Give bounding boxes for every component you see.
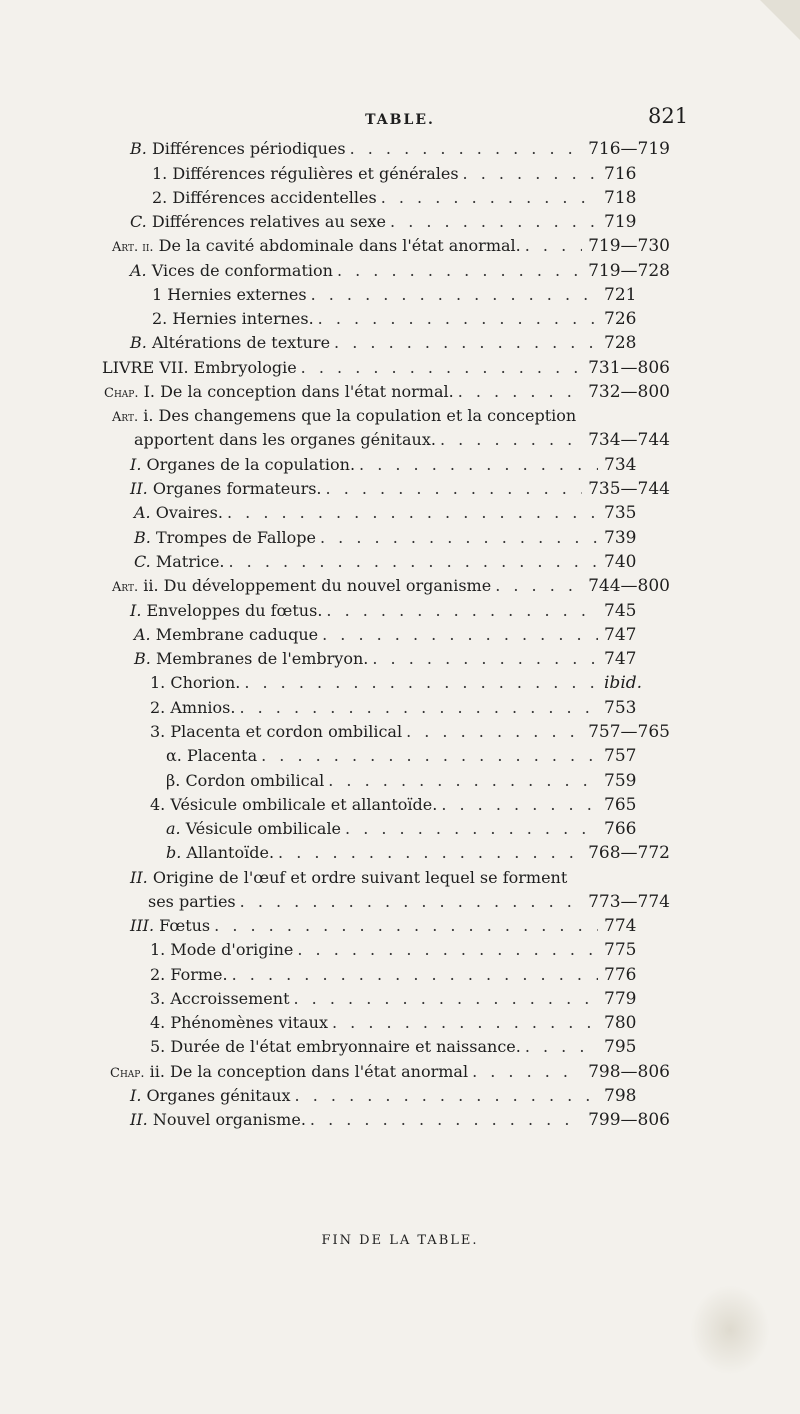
toc-entry-text: Cordon ombilical — [185, 771, 325, 790]
toc-entry-label — [130, 1085, 291, 1107]
dot-leader — [326, 600, 598, 622]
toc-entry-prefix: A. — [134, 625, 151, 644]
dot-leader — [495, 575, 582, 597]
dot-leader — [320, 527, 598, 549]
toc-entry-text: Organes génitaux — [146, 1086, 291, 1105]
toc-entry-text: Hernies internes. — [172, 309, 314, 328]
toc-entry-page: 721 — [604, 285, 637, 305]
toc-entry-label — [104, 381, 454, 405]
toc-entry-page: 744—800 — [588, 576, 670, 596]
toc-entry — [166, 842, 670, 864]
toc-entry — [134, 502, 670, 524]
toc-entry-prefix: 2. — [152, 188, 168, 207]
toc-entry-text: ses parties — [148, 892, 236, 911]
dot-leader — [311, 284, 598, 306]
dot-leader — [463, 163, 598, 185]
toc-entry — [150, 697, 670, 719]
dot-leader — [440, 429, 582, 451]
toc-entry-text: Membranes de l'embryon. — [155, 649, 369, 668]
toc-entry-prefix: B. — [130, 333, 147, 352]
toc-entry-label — [134, 648, 368, 670]
dot-leader — [297, 939, 598, 961]
toc-entry-text: I. De la conception dans l'état normal. — [143, 382, 454, 401]
toc-entry-label — [112, 405, 576, 429]
dot-leader — [244, 672, 598, 694]
toc-entry-label — [134, 624, 318, 646]
toc-entry-text: Forme. — [170, 965, 228, 984]
toc-entry-prefix: B. — [134, 649, 151, 668]
toc-entry — [166, 770, 670, 792]
toc-entry-text: apportent dans les organes génitaux. — [134, 430, 436, 449]
toc-entry-label — [150, 964, 228, 986]
toc-entry-page: 766 — [604, 819, 637, 839]
toc-entry — [110, 1061, 670, 1085]
toc-entry-label — [150, 1036, 521, 1058]
page-number: 821 — [648, 104, 689, 128]
toc-entry-label — [152, 284, 307, 306]
toc-entry-prefix: II. — [130, 479, 148, 498]
toc-entry — [152, 187, 670, 209]
dot-leader — [458, 381, 582, 403]
dot-leader — [390, 211, 598, 233]
toc-entry-label — [130, 454, 355, 476]
toc-entry-page: 759 — [604, 771, 637, 791]
toc-entry-prefix: I. — [130, 601, 142, 620]
toc-entry-label — [152, 163, 459, 185]
toc-entry — [130, 478, 670, 500]
toc-entry-prefix: β. — [166, 771, 181, 790]
toc-entry — [104, 381, 670, 405]
toc-entry-page: 775 — [604, 940, 637, 960]
end-of-table-note: FIN DE LA TABLE. — [321, 1233, 479, 1248]
toc-entry-label — [150, 939, 293, 961]
toc-entry-label — [166, 818, 341, 840]
toc-entry-prefix: b. — [166, 843, 182, 862]
dot-leader — [229, 551, 599, 573]
toc-entry-label — [134, 527, 316, 549]
toc-entry-prefix: 4. — [150, 1013, 166, 1032]
toc-entry-text: Organes de la copulation. — [146, 455, 356, 474]
toc-entry-label — [134, 429, 436, 451]
toc-entry-text: Origine de l'œuf et ordre suivant lequel se forment — [152, 868, 568, 887]
dot-leader — [359, 454, 598, 476]
toc-entry-page: 747 — [604, 625, 637, 645]
toc-entry-prefix: A. — [134, 503, 151, 522]
dot-leader — [350, 138, 583, 160]
toc-entry — [166, 818, 670, 840]
toc-entry-page: 719 — [604, 212, 637, 232]
toc-entry — [102, 357, 670, 379]
toc-entry — [130, 211, 670, 233]
toc-entry-page: 719—728 — [588, 261, 670, 281]
toc-entry-label — [150, 672, 240, 694]
toc-entry-label — [166, 745, 257, 767]
toc-entry — [130, 138, 670, 160]
toc-entry-label — [130, 332, 330, 354]
toc-entry-prefix: 3. — [150, 722, 166, 741]
toc-entry-prefix: 1. — [152, 164, 168, 183]
toc-entry-page: 779 — [604, 989, 637, 1009]
toc-entry-page: 774 — [604, 916, 637, 936]
dot-leader — [441, 794, 598, 816]
toc-entry-text: Différences relatives au sexe — [151, 212, 387, 231]
toc-entry-page: 795 — [604, 1037, 637, 1057]
toc-entry-prefix: C. — [134, 552, 151, 571]
toc-entry-page: 739 — [604, 528, 637, 548]
toc-entry — [150, 964, 670, 986]
dot-leader — [372, 648, 598, 670]
toc-entry-label — [130, 915, 210, 937]
toc-entry-page: 716—719 — [588, 139, 670, 159]
toc-entry-label — [150, 697, 235, 719]
toc-entry-page: 728 — [604, 333, 637, 353]
toc-entry-label — [152, 187, 377, 209]
toc-entry-prefix: α. — [166, 746, 182, 765]
dot-leader — [294, 988, 599, 1010]
toc-entry-text: Enveloppes du fœtus. — [146, 601, 323, 620]
toc-entry-text: ii. De la conception dans l'état anormal — [149, 1062, 469, 1081]
toc-entry-text: Fœtus — [159, 916, 211, 935]
dot-leader — [295, 1085, 598, 1107]
toc-entry-page: 747 — [604, 649, 637, 669]
toc-entry-text: Vésicule ombilicale et allantoïde. — [170, 795, 438, 814]
toc-entry-page: 734 — [604, 455, 637, 475]
page-corner-fold — [760, 0, 800, 40]
toc-entry-page: 765 — [604, 795, 637, 815]
toc-entry-prefix: a. — [166, 819, 181, 838]
toc-entry — [112, 575, 670, 599]
toc-entry-page: ibid. — [604, 673, 643, 693]
toc-entry-page: 799—806 — [588, 1110, 670, 1130]
toc-entry-text: Différences régulières et générales — [172, 164, 459, 183]
toc-entry-label — [130, 211, 386, 233]
dot-leader — [240, 891, 582, 913]
toc-entry — [150, 939, 670, 961]
dot-leader — [227, 502, 598, 524]
dot-leader — [328, 770, 598, 792]
toc-entry-prefix: 2. — [152, 309, 168, 328]
toc-entry-label — [112, 235, 521, 259]
toc-entry-prefix: B. — [134, 528, 151, 547]
toc-entry-prefix: A. — [130, 261, 147, 280]
toc-entry-label — [134, 551, 225, 573]
toc-entry — [130, 867, 670, 889]
toc-entry — [130, 454, 670, 476]
toc-entry-label — [130, 867, 567, 889]
toc-entry-label — [130, 138, 346, 160]
dot-leader — [525, 1036, 598, 1058]
toc-entry-page: 798 — [604, 1086, 637, 1106]
toc-entry-label — [130, 478, 322, 500]
toc-entry-page: 731—806 — [588, 358, 670, 378]
toc-entry-text: Mode d'origine — [170, 940, 294, 959]
toc-entry-prefix: III. — [130, 916, 155, 935]
toc-entry-text: Phénomènes vitaux — [170, 1013, 328, 1032]
toc-entry-page: 734—744 — [588, 430, 670, 450]
toc-entry — [150, 1036, 670, 1058]
toc-entry-label — [130, 260, 333, 282]
toc-entry — [130, 915, 670, 937]
toc-entry — [166, 745, 670, 767]
dot-leader — [278, 842, 582, 864]
toc-entry-label — [130, 600, 322, 622]
toc-entry-prefix: 2. — [150, 698, 166, 717]
toc-entry-page: 716 — [604, 164, 637, 184]
toc-entry-text: Ovaires. — [155, 503, 223, 522]
toc-entry — [112, 405, 670, 429]
toc-entry-prefix: Art. ii. — [112, 240, 154, 255]
toc-entry-page: 776 — [604, 965, 637, 985]
toc-entry — [130, 332, 670, 354]
toc-entry-text: i. Des changemens que la copulation et la conception — [143, 406, 577, 425]
dot-leader — [322, 624, 598, 646]
toc-entry-page: 726 — [604, 309, 637, 329]
toc-entry — [150, 721, 670, 743]
toc-entry-text: Placenta — [186, 746, 258, 765]
toc-entry-text: Placenta et cordon ombilical — [170, 722, 403, 741]
toc-entry — [152, 308, 670, 330]
toc-entry-prefix: I. — [130, 1086, 142, 1105]
dot-leader — [261, 745, 598, 767]
toc-entry-prefix: 3. — [150, 989, 166, 1008]
toc-entry-text: Durée de l'état embryonnaire et naissance. — [170, 1037, 521, 1056]
toc-entry-prefix: 1 — [152, 285, 163, 304]
toc-entry — [150, 794, 670, 816]
toc-entry-page: 735—744 — [588, 479, 670, 499]
toc-entry — [134, 551, 670, 573]
toc-entry-text: Trompes de Fallope — [155, 528, 316, 547]
toc-entry-prefix: 4. — [150, 795, 166, 814]
dot-leader — [525, 235, 582, 257]
toc-entry — [150, 1012, 670, 1034]
toc-entry-page: 718 — [604, 188, 637, 208]
toc-entry-text: Accroissement — [170, 989, 290, 1008]
toc-entry — [134, 527, 670, 549]
toc-entry — [150, 672, 670, 694]
toc-entry-text: Hernies externes — [167, 285, 307, 304]
toc-entry-prefix: B. — [130, 139, 147, 158]
dot-leader — [301, 357, 582, 379]
toc-entry — [112, 235, 670, 259]
toc-entry — [152, 284, 670, 306]
dot-leader — [334, 332, 598, 354]
toc-entry-page: 798—806 — [588, 1062, 670, 1082]
running-title: TABLE. — [365, 112, 435, 128]
toc-entry-text: ii. Du développement du nouvel organisme — [143, 576, 492, 595]
toc-entry-label — [130, 1109, 306, 1131]
toc-entry — [130, 1109, 670, 1131]
toc-entry-prefix: Art. — [112, 580, 139, 595]
toc-entry-label — [134, 502, 223, 524]
toc-entry-label — [166, 842, 274, 864]
toc-entry-text: Organes formateurs. — [152, 479, 322, 498]
toc-entry-text: Nouvel organisme. — [152, 1110, 306, 1129]
toc-entry-text: Altérations de texture — [151, 333, 331, 352]
toc-entry — [152, 163, 670, 185]
dot-leader — [326, 478, 583, 500]
toc-entry-prefix: 2. — [150, 965, 166, 984]
toc-entry-page: 732—800 — [588, 382, 670, 402]
dot-leader — [381, 187, 598, 209]
toc-entry-text: LIVRE VII. Embryologie — [102, 358, 297, 377]
toc-entry-prefix: Chap. — [110, 1066, 145, 1081]
toc-entry-label — [150, 794, 437, 816]
toc-entry-text: Chorion. — [170, 673, 241, 692]
toc-entry — [148, 891, 670, 913]
toc-entry-text: Matrice. — [155, 552, 225, 571]
toc-entry-page: 719—730 — [588, 236, 670, 256]
toc-entry-label — [152, 308, 314, 330]
dot-leader — [472, 1061, 582, 1083]
paper-stain — [690, 1285, 770, 1375]
toc-entry-prefix: Art. — [112, 410, 139, 425]
toc-entry-text: Vices de conformation — [151, 261, 333, 280]
toc-entry — [134, 624, 670, 646]
toc-entry — [130, 1085, 670, 1107]
toc-entry-prefix: II. — [130, 868, 148, 887]
toc-entry-page: 740 — [604, 552, 637, 572]
toc-entry-text: Membrane caduque — [155, 625, 319, 644]
toc-entry-text: Différences accidentelles — [172, 188, 377, 207]
toc-entry-text: Différences périodiques — [151, 139, 346, 158]
toc-entry-prefix: 1. — [150, 673, 166, 692]
toc-entry-label — [150, 988, 290, 1010]
toc-entry-text: Amnios. — [170, 698, 236, 717]
dot-leader — [318, 308, 598, 330]
toc-entry-text: Allantoïde. — [186, 843, 275, 862]
toc-entry-page: 757 — [604, 746, 637, 766]
toc-entry-label — [112, 575, 491, 599]
toc-entry-label — [148, 891, 236, 913]
toc-entry-page: 768—772 — [588, 843, 670, 863]
toc-entry-label — [150, 721, 402, 743]
toc-entry-page: 735 — [604, 503, 637, 523]
toc-entry-page: 745 — [604, 601, 637, 621]
dot-leader — [232, 964, 598, 986]
toc-entry-prefix: I. — [130, 455, 142, 474]
toc-entry-text: De la cavité abdominale dans l'état anormal. — [158, 236, 521, 255]
dot-leader — [332, 1012, 598, 1034]
dot-leader — [345, 818, 598, 840]
toc-entry — [150, 988, 670, 1010]
toc-entry — [130, 260, 670, 282]
toc-entry-prefix: 5. — [150, 1037, 166, 1056]
toc-entry-page: 773—774 — [588, 892, 670, 912]
toc-entry — [134, 429, 670, 451]
dot-leader — [406, 721, 582, 743]
toc-entry-prefix: Chap. — [104, 386, 139, 401]
toc-entry — [134, 648, 670, 670]
toc-entry-label — [150, 1012, 328, 1034]
dot-leader — [214, 915, 598, 937]
toc-entry-page: 780 — [604, 1013, 637, 1033]
dot-leader — [337, 260, 582, 282]
toc-entry-prefix: 1. — [150, 940, 166, 959]
toc-entry-prefix: II. — [130, 1110, 148, 1129]
toc-entry-prefix: C. — [130, 212, 147, 231]
toc-entry-label — [102, 357, 297, 379]
dot-leader — [239, 697, 598, 719]
toc-entry-page: 753 — [604, 698, 637, 718]
toc-entry-page: 757—765 — [588, 722, 670, 742]
toc-entry — [130, 600, 670, 622]
toc-entry-label — [110, 1061, 468, 1085]
toc-entry-text: Vésicule ombilicale — [185, 819, 342, 838]
dot-leader — [310, 1109, 582, 1131]
toc-entry-label — [166, 770, 324, 792]
